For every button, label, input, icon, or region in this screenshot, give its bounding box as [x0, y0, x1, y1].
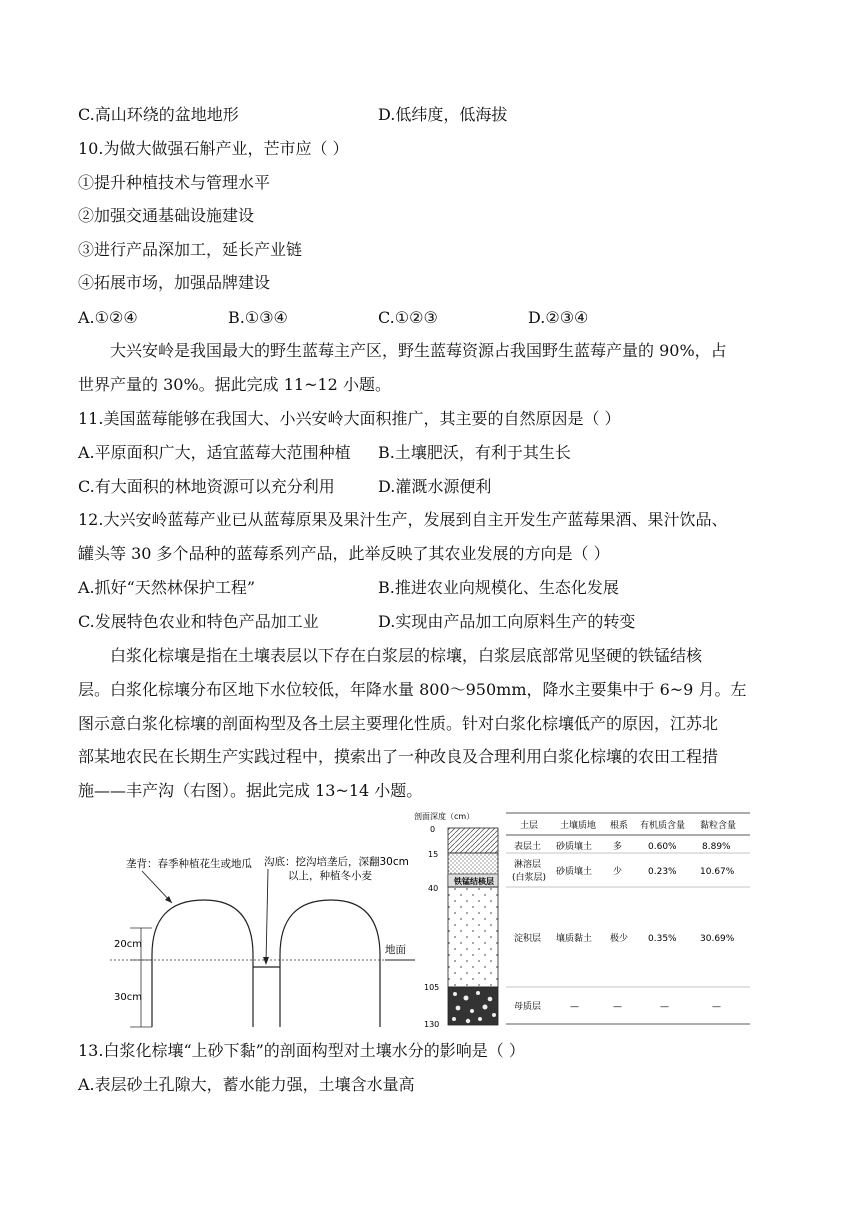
ridge-label: 垄背：春季种植花生或地瓜 [126, 858, 252, 870]
row4-clay: — [712, 1002, 721, 1012]
q10-item-1: ①提升种植技术与管理水平 [78, 173, 271, 192]
depth-105: 105 [424, 983, 440, 992]
row1-clay: 8.89% [702, 842, 731, 852]
q11-option-b: B.土壤肥沃，有利于其生长 [378, 443, 571, 462]
header-layer: 土层 [520, 821, 539, 831]
dim-20cm: 20cm [114, 939, 142, 950]
row1-organic: 0.60% [648, 842, 677, 852]
header-texture: 土壤质地 [560, 821, 597, 831]
depth-130: 130 [424, 1020, 440, 1029]
passage1-line1: 大兴安岭是我国最大的野生蓝莓主产区，野生蓝莓资源占我国野生蓝莓产量的 90%，占 [110, 341, 727, 360]
q10-item-4: ④拓展市场，加强品牌建设 [78, 273, 271, 292]
passage1-line2: 世界产量的 30%。据此完成 11~12 小题。 [78, 375, 391, 394]
ground-label: 地面 [385, 944, 406, 956]
row3-texture: 壤质黏土 [556, 934, 593, 944]
header-roots: 根系 [610, 821, 629, 831]
row1-layer: 表层土 [514, 842, 542, 852]
q12-option-c: C.发展特色农业和特色产品加工业 [78, 612, 319, 631]
passage2-line3: 图示意白浆化棕壤的剖面构型及各土层主要理化性质。针对白浆化棕壤低产的原因，江苏北 [78, 714, 719, 733]
q9-option-d: D.低纬度，低海拔 [378, 105, 508, 124]
row2-layer-line1: 淋溶层 [514, 860, 542, 870]
q13-stem: 13.白浆化棕壤“上砂下黏”的剖面构型对土壤水分的影响是（ ） [78, 1041, 525, 1060]
layer-surface [448, 828, 498, 853]
row4-organic: — [660, 1002, 669, 1012]
q10-option-d: D.②③④ [528, 308, 589, 327]
header-organic: 有机质含量 [640, 821, 686, 831]
q12-stem-line1: 12.大兴安岭蓝莓产业已从蓝莓原果及果汁生产，发展到自主开发生产蓝莓果酒、果汁饮品、 [78, 510, 728, 529]
row2-layer-line2: (白浆层) [512, 873, 547, 883]
passage2-line1: 白浆化棕壤是指在土壤表层以下存在白浆层的棕壤，白浆层底部常见坚硬的铁锰结核 [110, 646, 703, 665]
passage2-line4: 部某地农民在长期生产实践过程中，摸索出了一种改良及合理利用白浆化棕壤的农田工程措 [78, 747, 719, 766]
row4-layer: 母质层 [514, 1002, 542, 1012]
passage2-line5: 施——丰产沟（右图）。据此完成 13~14 小题。 [78, 781, 423, 800]
row3-organic: 0.35% [648, 934, 677, 944]
q12-option-a: A.抓好“天然林保护工程” [78, 578, 256, 597]
passage2-line2: 层。白浆化棕壤分布区地下水位较低，年降水量 800～950mm，降水主要集中于 6~9 月。左 [78, 680, 747, 699]
row1-roots: 多 [613, 842, 623, 852]
q12-stem-line2: 罐头等 30 多个品种的蓝莓系列产品，此举反映了其农业发展的方向是（ ） [78, 544, 610, 563]
q10-option-b: B.①③④ [228, 308, 288, 327]
row2-texture: 砂质壤土 [556, 867, 593, 877]
ridge-ditch-diagram [110, 845, 420, 1030]
q10-item-3: ③进行产品深加工，延长产业链 [78, 240, 303, 259]
depth-40: 40 [428, 884, 439, 893]
layer-illuvial [448, 887, 498, 987]
q10-stem: 10.为做大做强石斛产业，芒市应（ ） [78, 139, 349, 158]
depth-15: 15 [428, 850, 439, 859]
depth-0: 0 [430, 825, 436, 834]
q10-option-a: A.①②④ [78, 308, 138, 327]
q10-item-2: ②加强交通基础设施建设 [78, 206, 255, 225]
q12-option-b: B.推进农业向规模化、生态化发展 [378, 578, 619, 597]
dim-30cm: 30cm [114, 992, 142, 1003]
q11-option-a: A.平原面积广大，适宜蓝莓大范围种植 [78, 443, 351, 462]
q10-option-c: C.①②③ [378, 308, 438, 327]
row2-clay: 10.67% [700, 867, 735, 877]
row3-roots: 极少 [610, 934, 629, 944]
q12-option-d: D.实现由产品加工向原料生产的转变 [378, 612, 636, 631]
row3-clay: 30.69% [700, 934, 735, 944]
soil-profile-figure [410, 808, 755, 1030]
row2-organic: 0.23% [648, 867, 677, 877]
row1-texture: 砂质壤土 [556, 842, 593, 852]
q11-option-c: C.有大面积的林地资源可以充分利用 [78, 477, 335, 496]
q11-stem: 11.美国蓝莓能够在我国大、小兴安岭大面积推广，其主要的自然原因是（ ） [78, 409, 621, 428]
q11-option-d: D.灌溉水源便利 [378, 477, 492, 496]
ridge-right [280, 900, 380, 1027]
ditch-label-1: 沟底：挖沟培垄后，深翻30cm [264, 856, 409, 868]
row3-layer: 淀积层 [514, 934, 542, 944]
row4-roots: — [613, 1002, 622, 1012]
q9-option-c: C.高山环绕的盆地地形 [78, 105, 239, 124]
ridge-left [152, 900, 253, 1027]
q13-option-a: A.表层砂土孔隙大，蓄水能力强，土壤含水量高 [78, 1075, 415, 1094]
ditch-label-2: 以上，种植冬小麦 [288, 870, 372, 882]
ferromanganese-label: 铁锰结核层 [454, 877, 494, 886]
depth-axis-title: 剖面深度（cm） [414, 812, 475, 821]
header-clay: 黏粒含量 [700, 821, 737, 831]
row4-texture: — [570, 1002, 579, 1012]
row2-roots: 少 [613, 867, 623, 877]
